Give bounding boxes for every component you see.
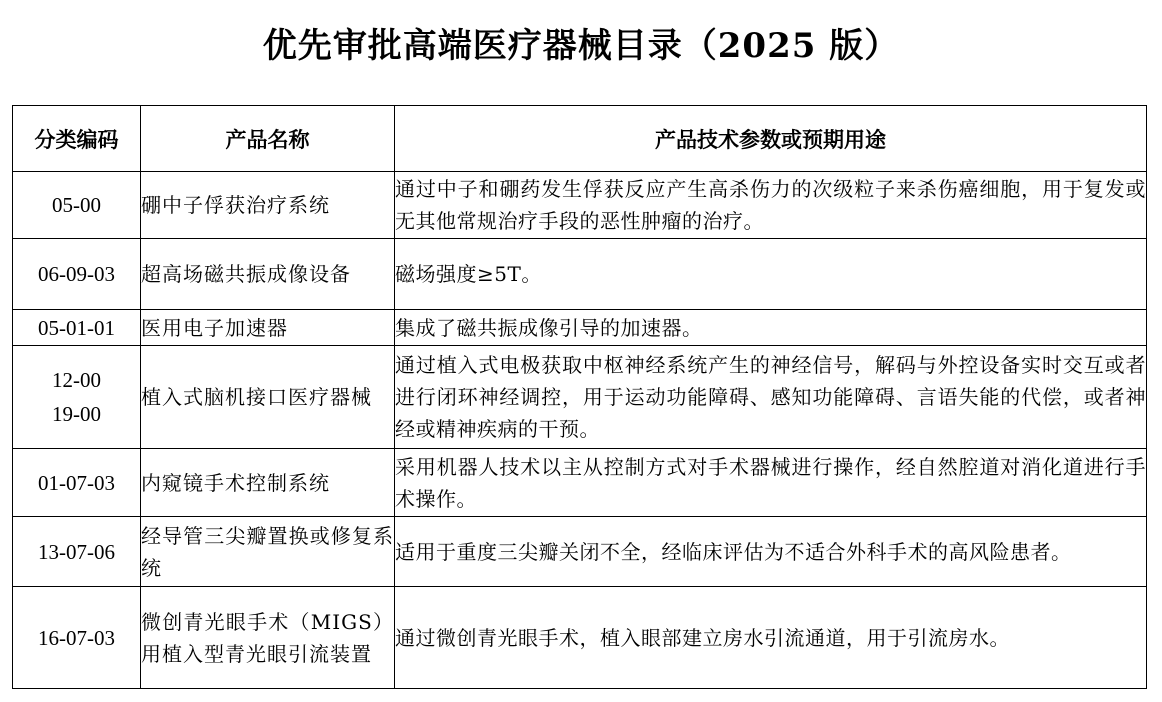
classification-code: 19-00	[52, 402, 101, 426]
header-code: 分类编码	[13, 106, 141, 172]
product-name: 微创青光眼手术（MIGS）用植入型青光眼引流装置	[141, 587, 395, 689]
product-description: 通过植入式电极获取中枢神经系统产生的神经信号，解码与外控设备实时交互或者进行闭环神经调控，用于运动功能障碍、感知功能障碍、言语失能的代偿，或者神经或精神疾病的干预。	[395, 346, 1147, 449]
row-code-cell	[13, 346, 141, 449]
row-code-cell	[13, 449, 141, 517]
classification-code: 13-07-06	[38, 539, 115, 564]
table-row	[13, 517, 1147, 587]
table-row	[13, 239, 1147, 310]
table-row	[13, 346, 1147, 449]
product-description: 通过微创青光眼手术，植入眼部建立房水引流通道，用于引流房水。	[395, 587, 1147, 689]
row-code-cell	[13, 517, 141, 587]
product-description: 集成了磁共振成像引导的加速器。	[395, 310, 1147, 346]
product-description: 通过中子和硼药发生俘获反应产生高杀伤力的次级粒子来杀伤癌细胞，用于复发或无其他常规治疗手段的恶性肿瘤的治疗。	[395, 172, 1147, 239]
classification-code: 01-07-03	[38, 470, 115, 495]
product-description: 采用机器人技术以主从控制方式对手术器械进行操作，经自然腔道对消化道进行手术操作。	[395, 449, 1147, 517]
product-name: 经导管三尖瓣置换或修复系统	[141, 517, 395, 587]
table-row	[13, 587, 1147, 689]
product-name: 内窥镜手术控制系统	[141, 449, 395, 517]
classification-code: 05-00	[52, 193, 101, 217]
table-row	[13, 172, 1147, 239]
product-name: 植入式脑机接口医疗器械	[141, 346, 395, 449]
row-code-cell	[13, 239, 141, 310]
product-name: 超高场磁共振成像设备	[141, 239, 395, 310]
product-description: 磁场强度≥5T。	[395, 239, 1147, 310]
table-row	[13, 449, 1147, 517]
header-name: 产品名称	[141, 106, 395, 172]
table-header-row	[13, 106, 1147, 172]
product-name: 医用电子加速器	[141, 310, 395, 346]
product-name: 硼中子俘获治疗系统	[141, 172, 395, 239]
row-code-cell	[13, 310, 141, 346]
header-desc: 产品技术参数或预期用途	[395, 106, 1147, 172]
row-code-cell	[13, 587, 141, 689]
device-catalog-table	[12, 105, 1147, 689]
classification-code: 16-07-03	[38, 625, 115, 650]
product-description: 适用于重度三尖瓣关闭不全，经临床评估为不适合外科手术的高风险患者。	[395, 517, 1147, 587]
classification-code: 05-01-01	[38, 315, 115, 340]
classification-code: 06-09-03	[38, 262, 115, 286]
document-title: 优先审批高端医疗器械目录（2025 版）	[262, 26, 900, 66]
table-row	[13, 310, 1147, 346]
row-code-cell	[13, 172, 141, 239]
classification-code: 12-00	[52, 368, 101, 392]
